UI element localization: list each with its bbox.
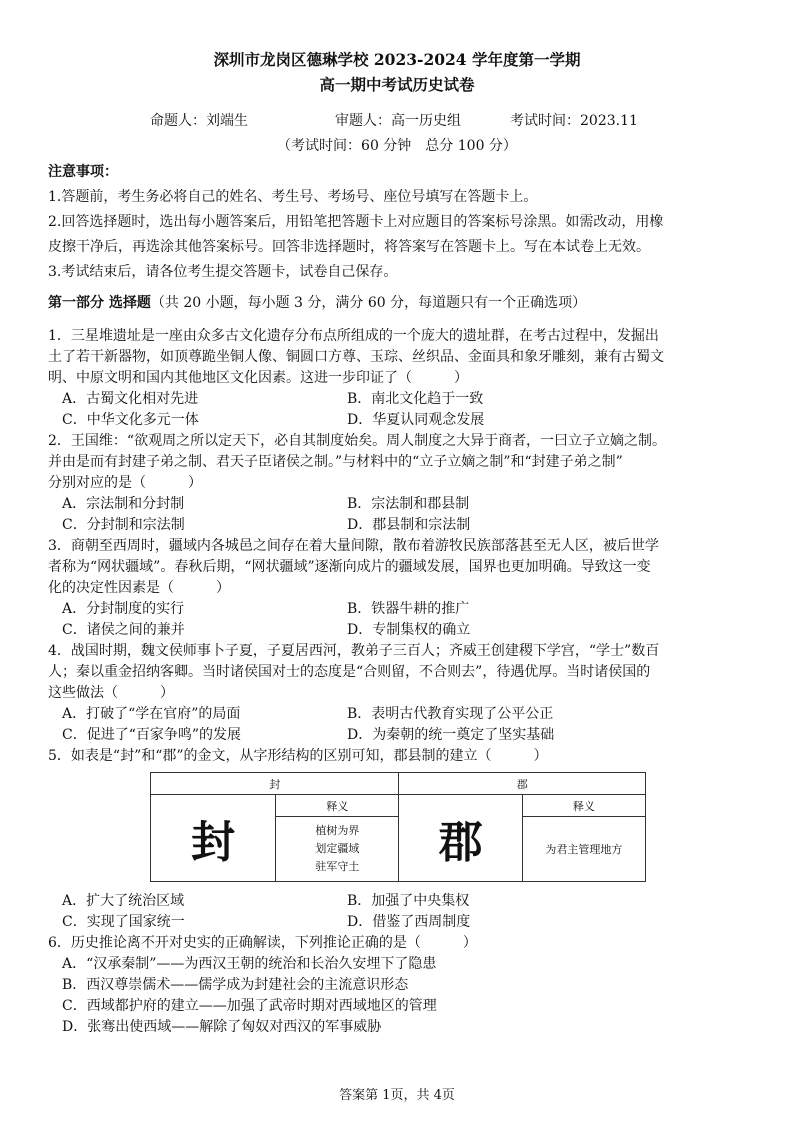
exam-subtitle: 高一期中考试历史试卷 [319, 75, 475, 94]
question-text: 人；秦以重金招纳客卿。当时诸侯国对士的态度是“合则留，不合则去”，待遇优厚。当时诸侯国的 [48, 664, 651, 680]
notes-section [48, 160, 758, 285]
question-text: 4．战国时期，魏文侯师事卜子夏，子夏居西河，教弟子三百人；齐威王创建稷下学宫，“学士”数百 [48, 643, 660, 659]
option-a: A．宗法制和分封制 [62, 496, 185, 512]
question-4 [48, 641, 758, 746]
option-c: C．实现了国家统一 [62, 914, 185, 930]
glyph-cell-jun [399, 795, 522, 882]
interp-header: 释义 [276, 795, 399, 817]
option-d: D．华夏认同观念发展 [347, 412, 485, 428]
page-footer: 答案第 1页，共 4页 [339, 1088, 455, 1103]
option-b: B．宗法制和郡县制 [347, 496, 470, 512]
question-text: 分别对应的是（ ） [48, 475, 202, 491]
interp-line: 划定疆域 [315, 842, 360, 855]
option-c: C．促进了“百家争鸣”的发展 [62, 727, 242, 743]
question-6 [48, 933, 758, 1038]
jun-glyph-image: 郡 [438, 817, 483, 868]
option-b: B．铁器牛耕的推广 [347, 601, 470, 617]
exam-title: 深圳市龙岗区德琳学校 2023-2024 学年度第一学期 [213, 50, 581, 69]
question-5 [48, 746, 758, 767]
option-d: D．专制集权的确立 [347, 622, 471, 638]
interp-header: 释义 [522, 795, 645, 817]
exam-duration: （考试时间：60 分钟 总分 100 分） [277, 138, 517, 154]
table-header-jun: 郡 [399, 773, 646, 795]
glyph-cell-feng [151, 795, 276, 882]
option-d: D．为秦朝的统一奠定了坚实基础 [347, 727, 555, 743]
option-c: C．西域都护府的建立——加强了武帝时期对西域地区的管理 [62, 998, 437, 1014]
option-a: A．“汉承秦制”——为西汉王朝的统治和长治久安埋下了隐患 [62, 956, 437, 972]
script-comparison-table [150, 772, 646, 882]
note-line: 2.回答选择题时，选出每小题答案后，用铅笔把答题卡上对应题目的答案标号涂黑。如需改动，用橡 [48, 214, 664, 230]
question-text: 土了若干新器物，如顶尊跪坐铜人像、铜圆口方尊、玉琮、丝织品、金面具和象牙雕刻，兼有古蜀文 [48, 349, 664, 365]
option-a: A．打破了“学在官府”的局面 [62, 706, 241, 722]
option-d: D．郡县制和宗法制 [347, 517, 471, 533]
exam-date: 考试时间：2023.11 [510, 113, 638, 129]
option-c: C．诸侯之间的兼并 [62, 622, 185, 638]
notes-heading: 注意事项： [48, 164, 118, 180]
question-text: 1．三星堆遗址是一座由众多古文化遗存分布点所组成的一个庞大的遗址群，在考古过程中，发掘出 [48, 328, 659, 344]
option-d: D．借鉴了西周制度 [347, 914, 471, 930]
feng-interpretation [276, 817, 399, 882]
option-d: D．张骞出使西域——解除了匈奴对西汉的军事威胁 [62, 1019, 382, 1035]
option-a: A．扩大了统治区域 [62, 893, 185, 909]
question-text: 这些做法（ ） [48, 685, 174, 701]
question-text: 5．如表是“封”和“郡”的金文，从字形结构的区别可知，郡县制的建立（ ） [48, 748, 548, 764]
option-c: C．中华文化多元一体 [62, 412, 199, 428]
question-text: 明、中原文明和国内其他地区文化因素。这进一步印证了（ ） [48, 370, 468, 386]
question-text: 化的决定性因素是（ ） [48, 580, 230, 596]
question-text: 者称为“网状疆域”。春秋后期，“网状疆域”逐渐向成片的疆域发展，国界也更加明确。导致这一变 [48, 559, 651, 575]
reviewer: 审题人：高一历史组 [335, 113, 461, 129]
author: 命题人：刘端生 [150, 113, 248, 129]
table-header-feng: 封 [151, 773, 399, 795]
question-text: 6．历史推论离不开对史实的正确解读，下列推论正确的是（ ） [48, 935, 477, 951]
question-3 [48, 536, 758, 641]
question-text: 2．王国维：“欲观周之所以定天下，必自其制度始矣。周人制度之大异于商者，一曰立子立嫡之制。 [48, 433, 667, 449]
option-b: B．表明古代教育实现了公平公正 [347, 706, 554, 722]
note-line: 皮擦干净后，再选涂其他答案标号。回答非选择题时，将答案写在答题卡上。写在本试卷上无效。 [48, 239, 650, 255]
option-b: B．加强了中央集权 [347, 893, 470, 909]
question-text: 3．商朝至西周时，疆域内各城邑之间存在着大量间隙，散布着游牧民族部落甚至无人区，被后世学 [48, 538, 659, 554]
question-text: 并由是而有封建子弟之制、君天子臣诸侯之制。”与材料中的“立子立嫡之制”和“封建子弟之制” [48, 454, 623, 470]
part1-header [48, 291, 758, 316]
note-line: 1.答题前，考生务必将自己的姓名、考生号、考场号、座位号填写在答题卡上。 [48, 189, 538, 205]
option-b: B．南北文化趋于一致 [347, 391, 484, 407]
option-a: A．分封制度的实行 [62, 601, 185, 617]
question-2 [48, 431, 758, 536]
part1-desc: （共 20 小题，每小题 3 分，满分 60 分，每道题只有一个正确选项） [150, 295, 587, 311]
exam-meta [150, 110, 638, 130]
jun-interpretation: 为君主管理地方 [522, 817, 645, 882]
option-b: B．西汉尊崇儒术——儒学成为封建社会的主流意识形态 [62, 977, 409, 993]
question-5-options [48, 891, 758, 933]
note-line: 3.考试结束后，请各位考生提交答题卡，试卷自己保存。 [48, 264, 398, 280]
part1-heading: 第一部分 选择题 [48, 295, 151, 311]
question-1 [48, 326, 758, 431]
option-a: A．古蜀文化相对先进 [62, 391, 199, 407]
interp-line: 驻军守土 [315, 860, 360, 873]
feng-glyph-image: 封 [191, 817, 236, 868]
option-c: C．分封制和宗法制 [62, 517, 185, 533]
interp-line: 植树为界 [315, 824, 360, 837]
